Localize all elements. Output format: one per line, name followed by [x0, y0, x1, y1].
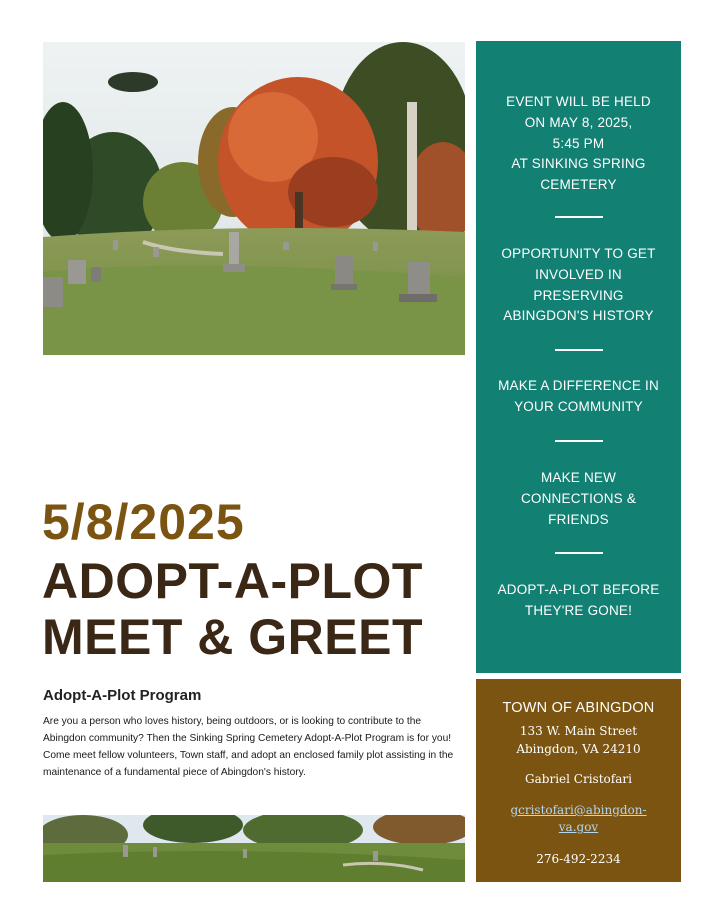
- program-heading: Adopt-A-Plot Program: [43, 687, 202, 704]
- event-info-panel: [476, 41, 681, 673]
- connections-text: [484, 468, 673, 530]
- program-description: Are you a person who loves history, being outdoors, or is looking to contribute to the Abingdon community? Then the Sinking Spring Cemetery Adopt-A-Plot Program is for you! Come meet fellow volunteers, Town staff, and adopt an enclosed family plot assisting in the maintenance of a fundamental piece of Abingdon's history.: [43, 716, 454, 778]
- item-4: MAKE NEW CONNECTIONS & FRIENDS: [520, 470, 637, 527]
- cemetery-photo: [43, 42, 465, 355]
- opportunity-text: [484, 244, 673, 327]
- page-title: [42, 553, 423, 665]
- title-line-1: ADOPT-A-PLOT: [42, 553, 423, 609]
- divider: [555, 216, 603, 218]
- divider: [555, 349, 603, 351]
- cemetery-landscape-photo: [43, 815, 465, 882]
- adopt-text: [484, 580, 673, 622]
- event-date: 5/8/2025: [42, 494, 245, 550]
- contact-person: Gabriel Cristofari: [525, 772, 632, 786]
- city-address: Abingdon, VA 24210: [516, 742, 641, 756]
- email-link[interactable]: gcristofari@abingdon-va.gov: [510, 803, 647, 834]
- item-2: OPPORTUNITY TO GET INVOLVED IN PRESERVING ABINGDON'S HISTORY: [501, 246, 656, 324]
- contact-box: [476, 679, 681, 882]
- item-1: EVENT WILL BE HELD ON MAY 8, 2025, 5:45 PM AT SINKING SPRING CEMETERY: [506, 94, 651, 193]
- town-name: TOWN OF ABINGDON: [502, 700, 655, 716]
- phone-number: 276-492-2234: [536, 852, 621, 866]
- divider: [555, 552, 603, 554]
- item-5: ADOPT-A-PLOT BEFORE THEY'RE GONE!: [497, 582, 660, 618]
- event-info-text: [484, 92, 673, 196]
- item-3: MAKE A DIFFERENCE IN YOUR COMMUNITY: [498, 378, 659, 414]
- title-line-2: MEET & GREET: [42, 609, 424, 665]
- street-address: 133 W. Main Street: [519, 724, 638, 738]
- divider: [555, 440, 603, 442]
- difference-text: [484, 376, 673, 418]
